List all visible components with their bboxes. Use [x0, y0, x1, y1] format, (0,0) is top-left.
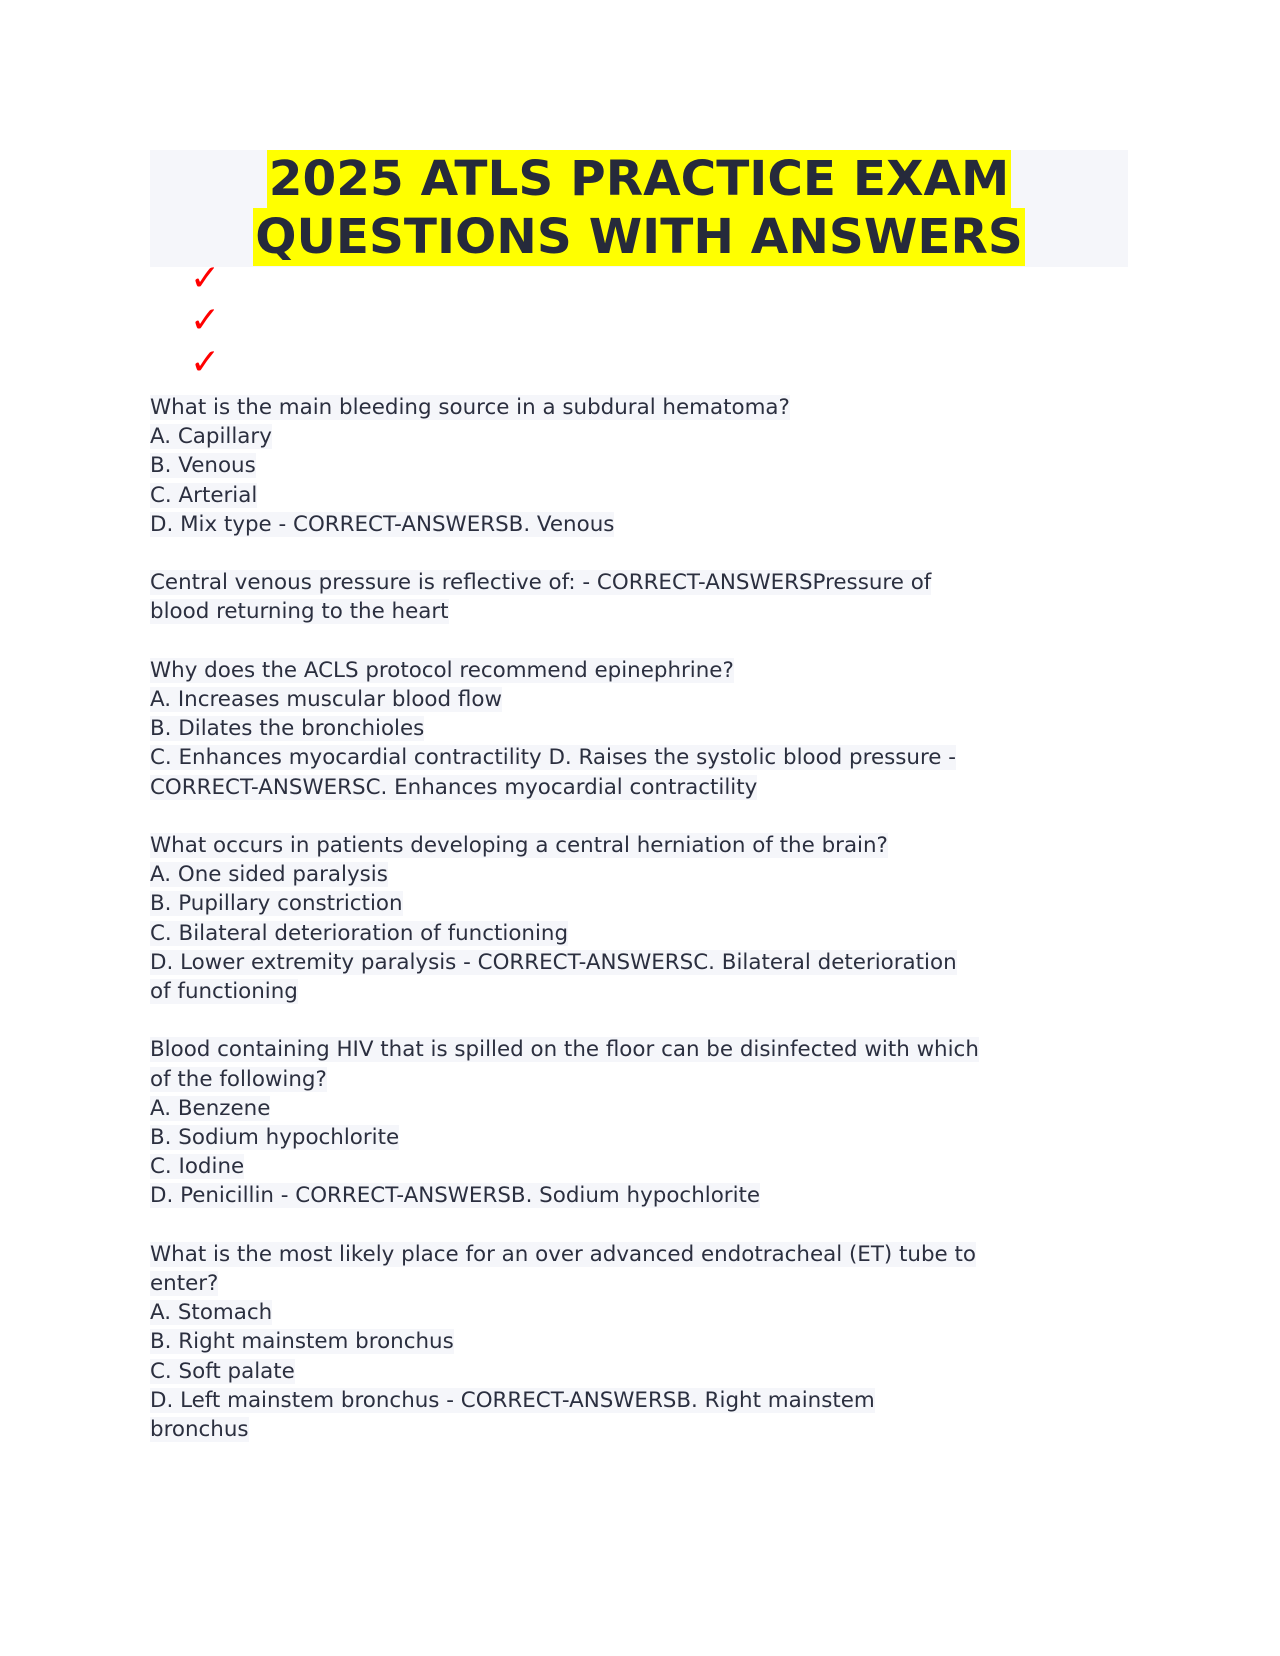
title-line-1: 2025 ATLS PRACTICE EXAM: [268, 151, 1010, 207]
line-text: B. Sodium hypochlorite: [150, 1125, 400, 1151]
question-line: [150, 1181, 1150, 1210]
line-text: A. Benzene: [150, 1095, 271, 1121]
question-line: [150, 1065, 1150, 1094]
line-text: Central venous pressure is reflective of: - CORRECT-ANSWERSPressure of: [150, 570, 932, 596]
question-line: [150, 597, 1150, 626]
check-icon: ✓: [190, 342, 221, 383]
checkmark-list: [190, 258, 220, 384]
line-text: C. Arterial: [150, 482, 258, 508]
question-line: [150, 685, 1150, 714]
question-line: [150, 1415, 1150, 1444]
question-line: [150, 948, 1150, 977]
line-text: What is the most likely place for an over advanced endotracheal (ET) tube to: [150, 1241, 976, 1267]
line-text: What is the main bleeding source in a subdural hematoma?: [150, 395, 790, 420]
question-list: [150, 393, 1150, 1473]
line-text: Blood containing HIV that is spilled on the floor can be disinfected with which: [150, 1037, 979, 1063]
line-text: Why does the ACLS protocol recommend epinephrine?: [150, 657, 734, 683]
question-line: [150, 1298, 1150, 1327]
question-line: [150, 1357, 1150, 1386]
question-line: [150, 451, 1150, 480]
question-text: [150, 656, 1150, 685]
line-text: B. Dilates the bronchioles: [150, 716, 425, 742]
question-block: [150, 568, 1150, 626]
line-text: C. Enhances myocardial contractility D. Raises the systolic blood pressure -: [150, 745, 956, 771]
question-line: [150, 1327, 1150, 1356]
check-icon: ✓: [190, 258, 221, 299]
question-line: [150, 422, 1150, 451]
line-text: B. Pupillary constriction: [150, 891, 403, 917]
question-line: [150, 1123, 1150, 1152]
line-text: blood returning to the heart: [150, 599, 449, 625]
line-text: What occurs in patients developing a central herniation of the brain?: [150, 833, 888, 858]
line-text: enter?: [150, 1271, 219, 1297]
question-block: [150, 1035, 1150, 1210]
line-text: D. Mix type - CORRECT-ANSWERSB. Venous: [150, 511, 615, 537]
question-line: [150, 714, 1150, 743]
question-line: [150, 977, 1150, 1006]
line-text: A. Capillary: [150, 424, 272, 450]
question-line: [150, 743, 1150, 772]
line-text: C. Bilateral deterioration of functioning: [150, 920, 569, 946]
document-title: [150, 150, 1128, 267]
line-text: D. Penicillin - CORRECT-ANSWERSB. Sodium hypochlorite: [150, 1183, 761, 1209]
question-text: [150, 393, 1150, 422]
line-text: bronchus: [150, 1417, 249, 1443]
question-line: [150, 1152, 1150, 1181]
question-text: [150, 1035, 1150, 1064]
line-text: C. Iodine: [150, 1154, 245, 1180]
line-text: of functioning: [150, 979, 298, 1005]
line-text: CORRECT-ANSWERSC. Enhances myocardial contractility: [150, 774, 758, 800]
question-line: [150, 510, 1150, 539]
question-block: [150, 831, 1150, 1006]
question-line: [150, 481, 1150, 510]
line-text: A. Increases muscular blood flow: [150, 687, 502, 712]
check-icon: ✓: [190, 300, 221, 341]
line-text: B. Venous: [150, 453, 256, 479]
question-line: [150, 889, 1150, 918]
line-text: A. One sided paralysis: [150, 862, 388, 888]
line-text: D. Left mainstem bronchus - CORRECT-ANSWERSB. Right mainstem: [150, 1387, 875, 1413]
line-text: C. Soft palate: [150, 1358, 295, 1384]
question-block: [150, 1240, 1150, 1444]
question-line: [150, 1386, 1150, 1415]
line-text: D. Lower extremity paralysis - CORRECT-ANSWERSC. Bilateral deterioration: [150, 949, 957, 975]
question-line: [150, 919, 1150, 948]
question-line: [150, 1094, 1150, 1123]
line-text: A. Stomach: [150, 1300, 273, 1326]
question-text: [150, 1240, 1150, 1269]
question-line: [150, 773, 1150, 802]
line-text: B. Right mainstem bronchus: [150, 1329, 454, 1355]
line-text: of the following?: [150, 1066, 327, 1092]
question-block: [150, 393, 1150, 539]
question-text: [150, 568, 1150, 597]
question-text: [150, 831, 1150, 860]
title-line-2: QUESTIONS WITH ANSWERS: [255, 209, 1023, 265]
question-line: [150, 1269, 1150, 1298]
question-line: [150, 860, 1150, 889]
question-block: [150, 656, 1150, 802]
